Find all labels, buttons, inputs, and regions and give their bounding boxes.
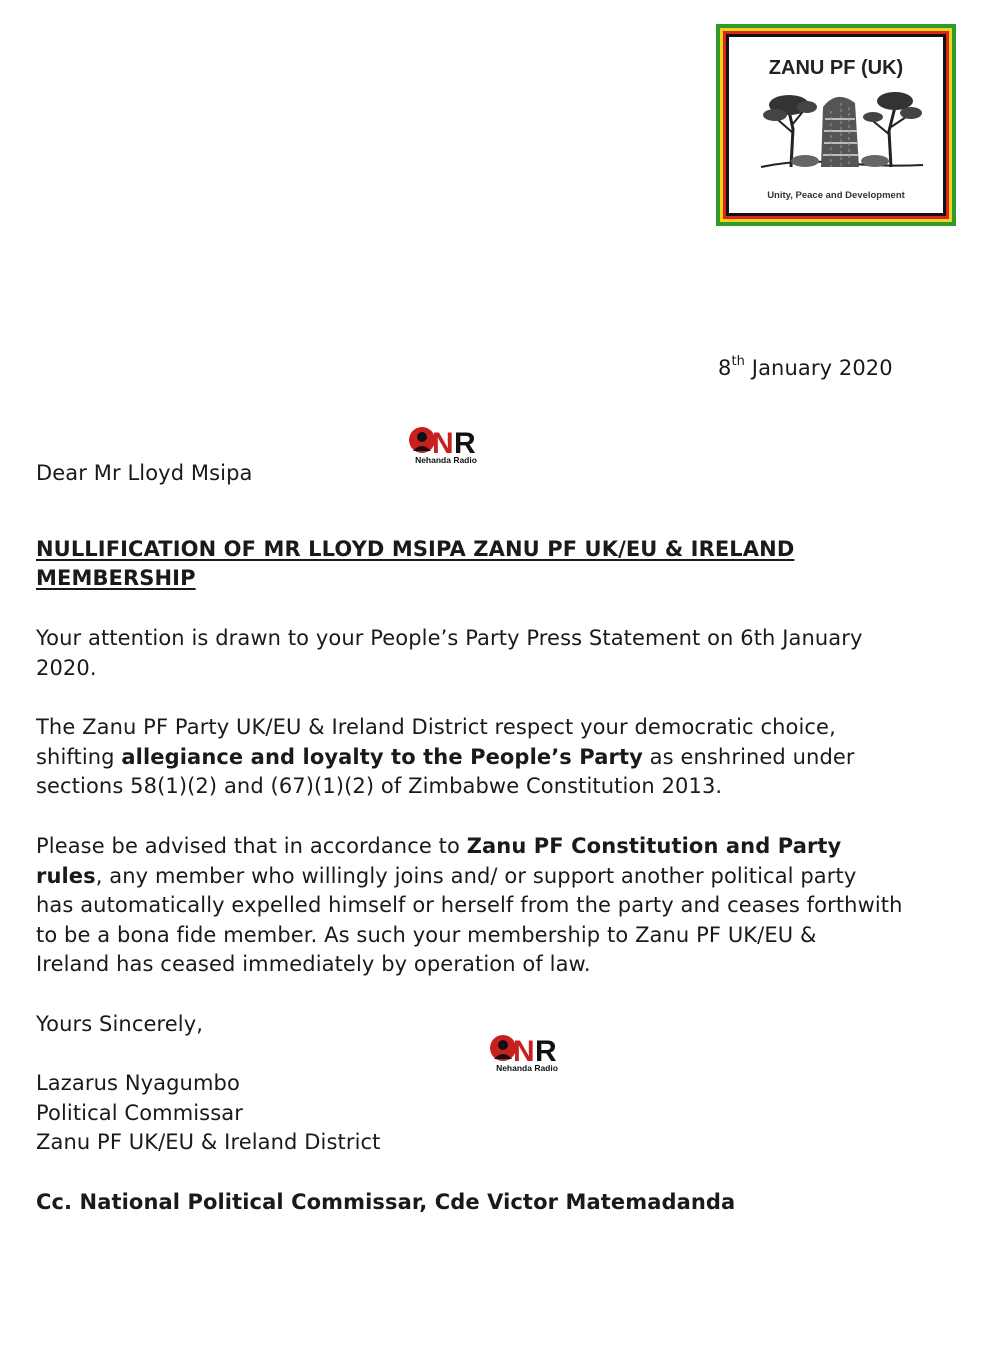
subject-line-2: MEMBERSHIP — [36, 566, 196, 590]
svg-text:R: R — [535, 1035, 557, 1063]
nehanda-radio-logo-icon — [487, 1031, 567, 1063]
watermark-label: Nehanda Radio — [415, 455, 477, 465]
zanu-pf-uk-logo — [716, 24, 956, 226]
paragraph-democratic-choice: The Zanu PF Party UK/EU & Ireland District respect your democratic choice, shifting allegiance and loyalty to the People’s Party as enshrined under sections 58(1)(2) and (67)(1)(2) of Zimbabwe Constitution 2013. — [36, 715, 855, 798]
signatory-district: Zanu PF UK/EU & Ireland District — [36, 1130, 381, 1154]
subject-line-1: NULLIFICATION OF MR LLOYD MSIPA ZANU PF UK/EU & IRELAND — [36, 537, 795, 561]
signatory-name: Lazarus Nyagumbo — [36, 1071, 240, 1095]
watermark-label: Nehanda Radio — [496, 1063, 558, 1073]
logo-title: ZANU PF (UK) — [768, 57, 904, 79]
nehanda-radio-watermark — [487, 1031, 567, 1077]
carbon-copy-line: Cc. National Political Commissar, Cde Victor Matemadanda — [36, 1190, 736, 1214]
svg-text:R: R — [454, 427, 476, 455]
great-zimbabwe-tower-illustration — [759, 89, 925, 169]
paragraph-expulsion-notice: Please be advised that in accordance to Zanu PF Constitution and Party rules, any member who willingly joins and/ or support another political party has automatically expelled himself or herself from the party and ceases forthwith to be a bona fide member. As such your membership to Zanu PF UK/EU & Ireland has ceased immediately by operation of law. — [36, 834, 903, 976]
svg-text:N: N — [432, 427, 454, 455]
paragraph-attention: Your attention is drawn to your People’s Party Press Statement on 6th January 2020. — [36, 626, 863, 680]
logo-motto: Unity, Peace and Development — [767, 190, 905, 201]
signature-block — [36, 1069, 380, 1158]
salutation: Dear Mr Lloyd Msipa — [36, 461, 253, 485]
svg-text:N: N — [513, 1035, 535, 1063]
signatory-title: Political Commissar — [36, 1100, 243, 1125]
letter-date: 8th January 2020 — [718, 354, 893, 380]
nehanda-radio-logo-icon — [406, 423, 486, 455]
nehanda-radio-watermark — [406, 423, 486, 469]
closing: Yours Sincerely, — [36, 1012, 204, 1036]
